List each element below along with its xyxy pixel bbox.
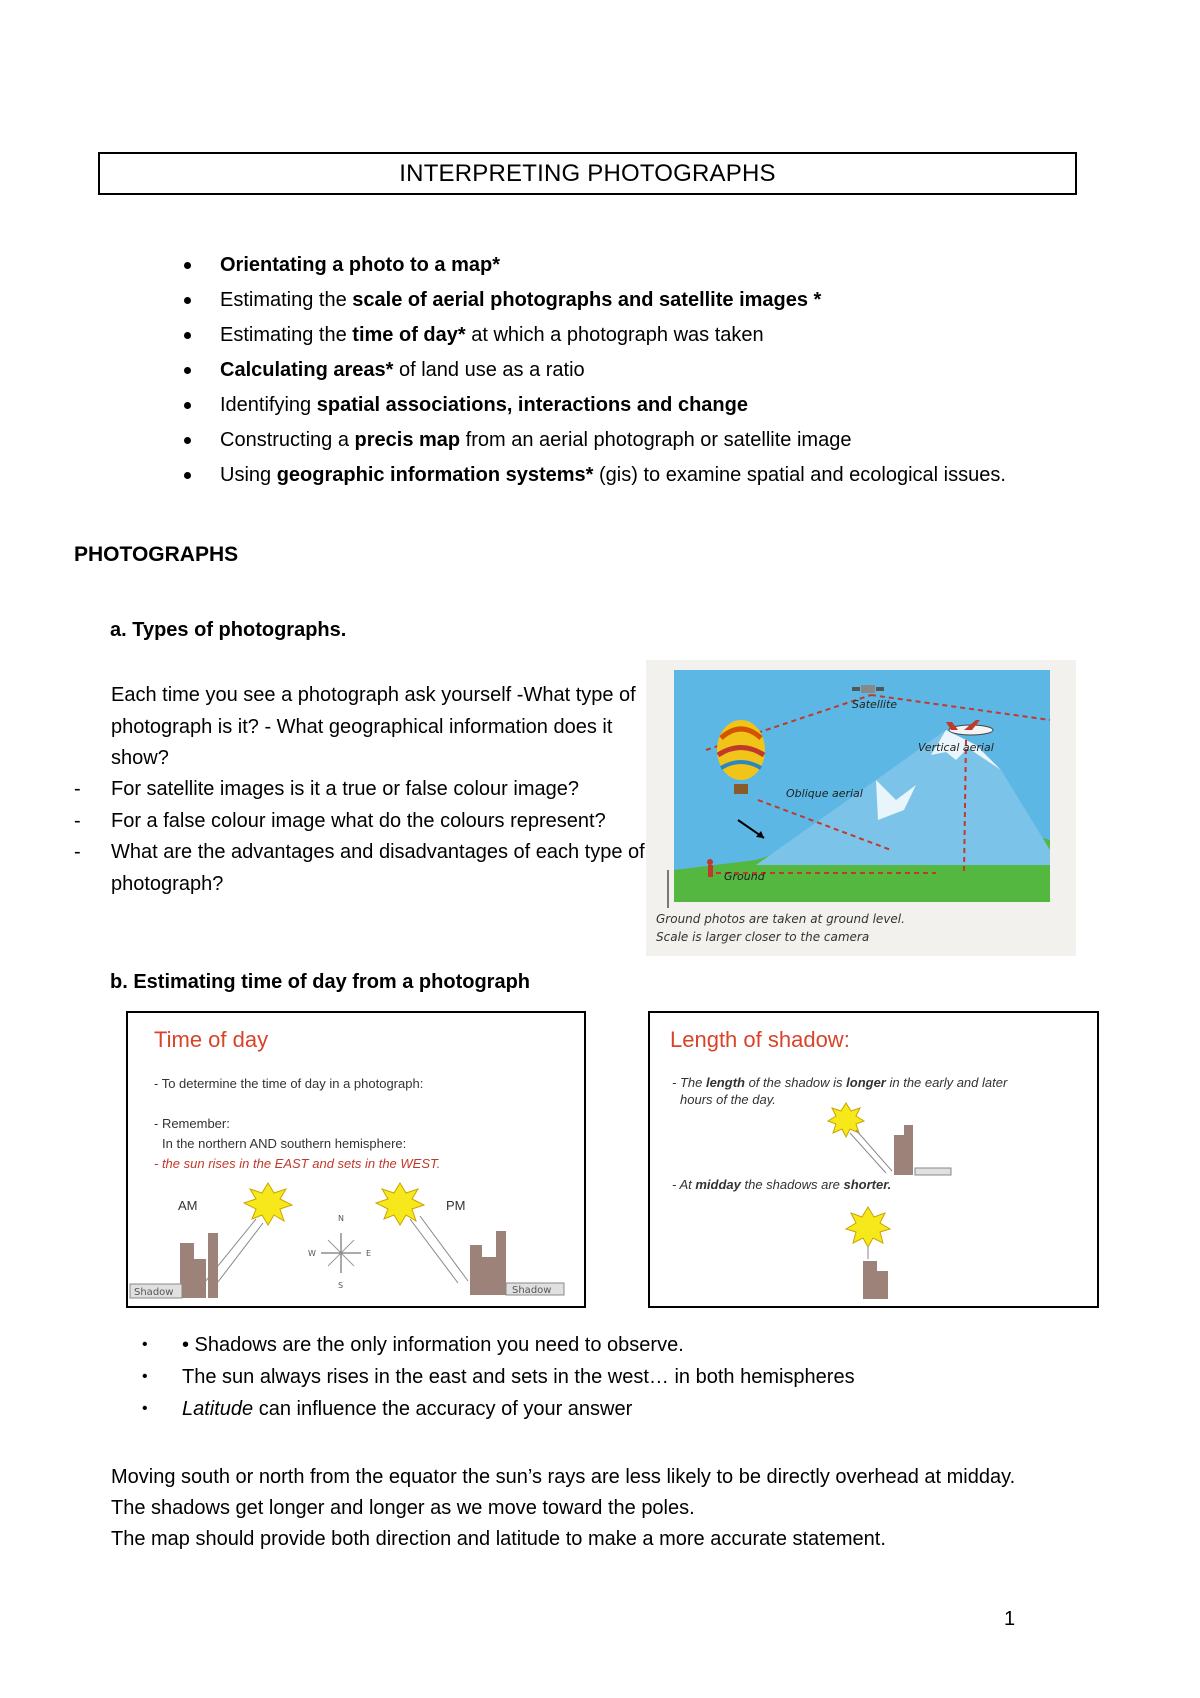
svg-text:N: N <box>338 1214 344 1223</box>
slide2-line1: - The length of the shadow is longer in the early and later <box>672 1075 1008 1090</box>
slide2-line1b: hours of the day. <box>680 1092 776 1107</box>
ground-photographer-icon <box>708 865 713 877</box>
slide1-line2: - Remember: <box>154 1116 230 1131</box>
page-title-box <box>98 152 1077 195</box>
photo-types-illustration <box>646 660 1076 956</box>
objectives-list <box>180 248 1130 493</box>
closing-line: Moving south or north from the equator the sun’s rays are less likely to be directly overhead at midday. <box>111 1466 1016 1488</box>
label-satellite: Satellite <box>852 698 898 711</box>
slide-length-of-shadow <box>648 1011 1099 1308</box>
sun-midday-icon <box>846 1207 890 1247</box>
types-paragraph: Each time you see a photograph ask yourself -What type of photograph is it? - What geographical information does it show? <box>111 684 636 769</box>
objective-item: Constructing a precis map from an aerial photograph or satellite image <box>180 423 1130 458</box>
slide2-line2: - At midday the shadows are shorter. <box>672 1177 892 1192</box>
caption-line-1: Ground photos are taken at ground level. <box>656 912 905 926</box>
sun-pm-icon <box>376 1183 424 1225</box>
slide2-title: Length of shadow: <box>670 1027 850 1052</box>
closing-paragraph <box>111 1462 1171 1555</box>
page-title: INTERPRETING PHOTOGRAPHS <box>399 159 776 187</box>
sun-low-icon <box>828 1103 864 1137</box>
objective-item: Calculating areas* of land use as a ratio <box>180 353 1130 388</box>
question-item: - For a false colour image what do the colours represent? <box>70 806 650 838</box>
bullet-item: • Latitude can influence the accuracy of your answer <box>142 1393 1042 1425</box>
shadow-pm-label: Shadow <box>512 1285 552 1296</box>
subheading-time-of-day: b. Estimating time of day from a photograph <box>110 971 531 993</box>
caption-line-2: Scale is larger closer to the camera <box>656 930 870 944</box>
building-am-3 <box>208 1233 218 1298</box>
building-early-2 <box>904 1125 913 1175</box>
building-pm-2 <box>482 1257 496 1295</box>
building-am-2 <box>194 1259 206 1298</box>
objective-item: Identifying spatial associations, interactions and change <box>180 388 1130 423</box>
question-item: - What are the advantages and disadvantages of each type of photograph? <box>70 837 650 900</box>
slide1-am-label: AM <box>178 1198 198 1213</box>
objective-item: Estimating the time of day* at which a photograph was taken <box>180 318 1130 353</box>
observation-bullets <box>142 1329 1042 1425</box>
subheading-types: a. Types of photographs. <box>110 619 347 641</box>
svg-text:W: W <box>308 1249 316 1258</box>
slide2-diagram <box>650 1013 1097 1306</box>
label-ground: Ground <box>724 870 765 883</box>
building-pm-1 <box>470 1245 482 1295</box>
building-pm-3 <box>496 1231 506 1295</box>
slide1-title: Time of day <box>154 1027 269 1052</box>
section-heading: PHOTOGRAPHS <box>74 543 239 566</box>
closing-line: The map should provide both direction and latitude to make a more accurate statement. <box>111 1528 886 1550</box>
closing-line: The shadows get longer and longer as we move toward the poles. <box>111 1497 695 1519</box>
building-early-1 <box>894 1135 904 1175</box>
objective-item: Estimating the scale of aerial photographs and satellite images * <box>180 283 1130 318</box>
questions-list <box>70 774 650 900</box>
slide1-line3: In the northern AND southern hemisphere: <box>162 1136 407 1151</box>
page-number: 1 <box>1004 1608 1016 1630</box>
svg-text:E: E <box>366 1249 372 1258</box>
question-item: - For satellite images is it a true or false colour image? <box>70 774 650 806</box>
slide1-line1: - To determine the time of day in a photograph: <box>154 1076 424 1091</box>
building-midday-2 <box>877 1271 888 1299</box>
label-vertical-aerial: Vertical aerial <box>918 741 994 754</box>
svg-text:S: S <box>338 1281 344 1290</box>
objective-item: Orientating a photo to a map* <box>180 248 1130 283</box>
slide1-pm-label: PM <box>446 1198 466 1213</box>
sun-am-icon <box>244 1183 292 1225</box>
shadow-am-label: Shadow <box>134 1287 174 1298</box>
bullet-item: • The sun always rises in the east and sets in the west… in both hemispheres <box>142 1361 1042 1393</box>
slide1-line4: - the sun rises in the EAST and sets in the WEST. <box>154 1156 441 1171</box>
objective-item: Using geographic information systems* (gis) to examine spatial and ecological issues. <box>180 458 1130 493</box>
compass-icon <box>308 1214 371 1290</box>
building-midday-1 <box>863 1261 877 1299</box>
label-oblique-aerial: Oblique aerial <box>786 787 863 800</box>
slide-time-of-day <box>126 1011 586 1308</box>
slide1-diagram <box>128 1013 584 1306</box>
bullet-item: • • Shadows are the only information you need to observe. <box>142 1329 1042 1361</box>
shadow-long <box>915 1168 951 1175</box>
photo-types-figure <box>646 660 1076 956</box>
